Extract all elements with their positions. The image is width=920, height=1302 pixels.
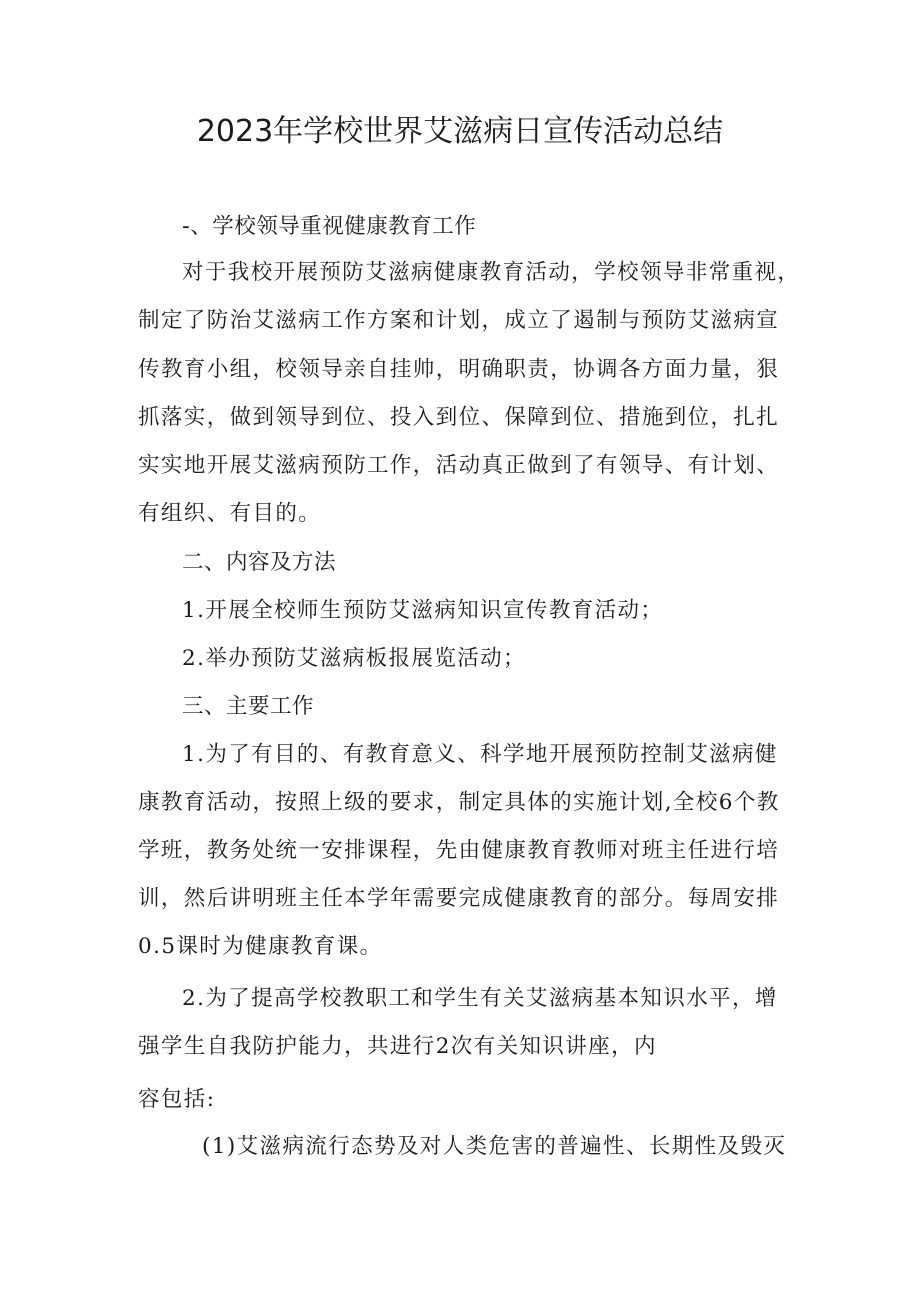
paragraph-line: 容包括: (138, 1087, 216, 1112)
paragraph-line: 强学生自我防护能力，共进行2次有关知识讲座，内 (138, 1034, 657, 1059)
list-item: 2.举办预防艾滋病板报展览活动； (182, 646, 526, 671)
document-title: 2023年学校世界艾滋病日宣传活动总结 (196, 114, 724, 149)
paragraph-line: 实实地开展艾滋病预防工作，活动真正做到了有领导、有计划、 (138, 453, 780, 478)
list-item: 1.开展全校师生预防艾滋病知识宣传教育活动； (182, 598, 664, 623)
section-heading-content-methods: 二、内容及方法 (182, 550, 337, 575)
paragraph-line: 抓落实，做到领导到位、投入到位、保障到位、措施到位，扎扎 (138, 405, 780, 430)
paragraph-line: (1)艾滋病流行态势及对人类危害的普遍性、长期性及毁灭 (202, 1134, 787, 1159)
paragraph-line: 传教育小组，校领导亲自挂帅，明确职责，协调各方面力量，狠 (138, 357, 780, 382)
section-heading-main-work: 三、主要工作 (182, 694, 315, 719)
paragraph-line: 学班，教务处统一安排课程，先由健康教育教师对班主任进行培 (138, 838, 780, 863)
paragraph-line: 对于我校开展预防艾滋病健康教育活动，学校领导非常重视， (182, 260, 801, 285)
paragraph-line: 2.为了提高学校教职工和学生有关艾滋病基本知识水平，增 (182, 986, 778, 1011)
paragraph-line: 1.为了有目的、有教育意义、科学地开展预防控制艾滋病健 (182, 742, 778, 767)
paragraph-line: 训，然后讲明班主任本学年需要完成健康教育的部分。每周安排 (138, 886, 780, 911)
paragraph-line: 有组织、有目的。 (138, 501, 322, 526)
paragraph-line: 0.5课时为健康教育课。 (138, 934, 383, 959)
section-heading-leadership: -、学校领导重视健康教育工作 (182, 214, 477, 239)
paragraph-line: 康教育活动，按照上级的要求，制定具体的实施计划,全校6个教 (138, 790, 780, 815)
paragraph-line: 制定了防治艾滋病工作方案和计划，成立了遏制与预防艾滋病宣 (138, 308, 780, 333)
